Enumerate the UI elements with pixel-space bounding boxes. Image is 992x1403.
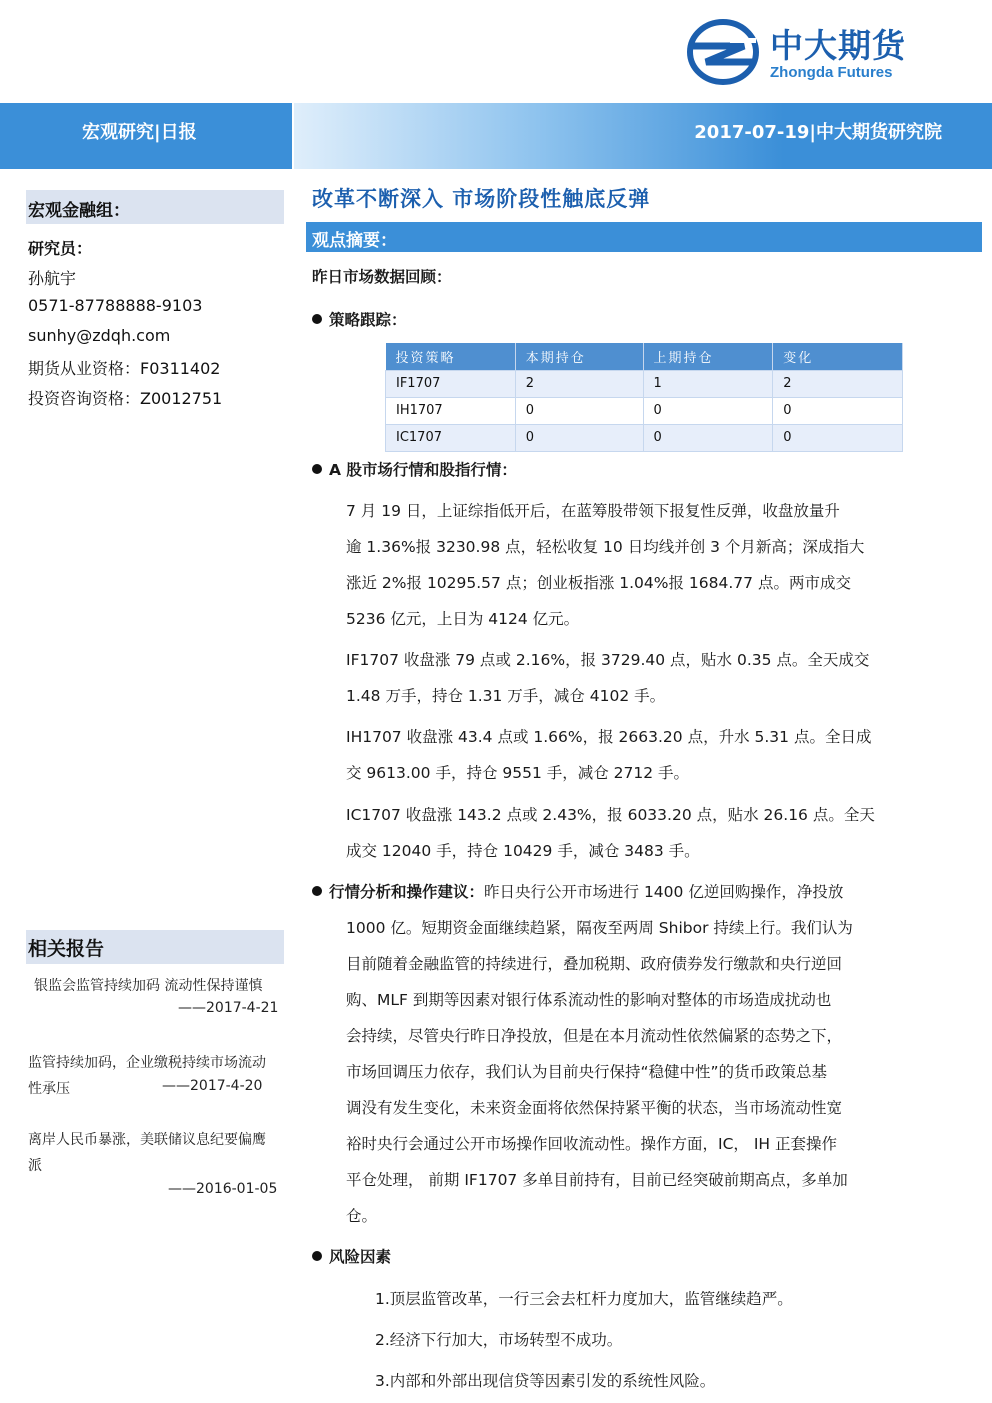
analysis-paragraph-line: 购、MLF 到期等因素对银行体系流动性的影响对整体的市场造成扰动也 <box>346 991 832 1009</box>
market-paragraph-line: IF1707 收盘涨 79 点或 2.16%，报 3729.40 点，贴水 0.35 点。全天成交 <box>346 651 870 669</box>
related-report-title-cont[interactable]: 性承压 <box>28 1081 70 1097</box>
bullet-icon <box>312 464 322 474</box>
table-cell: 0 <box>515 424 643 451</box>
table-cell: 2 <box>773 370 903 397</box>
analysis-paragraph-line: 平仓处理， 前期 IF1707 多单目前持有，目前已经突破前期高点，多单加 <box>346 1171 848 1189</box>
table-cell: 0 <box>773 424 903 451</box>
researcher-label: 研究员： <box>28 239 93 258</box>
market-paragraph-line: 5236 亿元，上日为 4124 亿元。 <box>346 610 580 628</box>
related-report-date: ——2017-4-21 <box>178 1000 279 1016</box>
analysis-heading <box>312 880 843 902</box>
summary-bar <box>306 222 982 252</box>
researcher-email[interactable]: sunhy@zdqh.com <box>28 326 171 345</box>
table-cell: 0 <box>643 397 773 424</box>
risk-item: 2.经济下行加大，市场转型不成功。 <box>375 1331 623 1349</box>
table-cell: 2 <box>515 370 643 397</box>
report-title: 改革不断深入 市场阶段性触底反弹 <box>312 186 651 211</box>
bullet-icon <box>312 886 322 896</box>
table-header-row <box>386 343 903 370</box>
related-reports-title: 相关报告 <box>26 930 284 964</box>
analysis-paragraph-line: 会持续，尽管央行昨日净投放，但是在本月流动性依然偏紧的态势之下， <box>346 1027 843 1045</box>
table-cell: 0 <box>643 424 773 451</box>
table-row <box>386 370 903 397</box>
related-report-title[interactable]: 银监会监管持续加码 流动性保持谨慎 <box>34 978 263 994</box>
analysis-paragraph-line: 裕时央行会通过公开市场操作回收流动性。操作方面，IC， IH 正套操作 <box>346 1135 837 1153</box>
strategy-table <box>385 343 903 452</box>
table-cell: IH1707 <box>386 397 516 424</box>
table-row <box>386 397 903 424</box>
advisory-certificate: 投资咨询资格：Z0012751 <box>28 389 223 408</box>
bullet-icon <box>312 314 322 324</box>
related-report-title[interactable]: 离岸人民币暴涨，美联储议息纪要偏鹰 <box>28 1132 266 1148</box>
column-header: 本期持仓 <box>515 343 643 370</box>
market-heading <box>312 458 517 480</box>
column-header: 变化 <box>773 343 903 370</box>
strategy-label: 策略跟踪： <box>329 311 407 329</box>
report-date-source: 2017-07-19|中大期货研究院 <box>694 122 942 143</box>
related-report-date: ——2016-01-05 <box>168 1181 278 1197</box>
company-logo <box>686 14 946 90</box>
analysis-paragraph-line: 仓。 <box>346 1207 378 1225</box>
market-paragraph-line: 涨近 2%报 10295.57 点；创业板指涨 1.04%报 1684.77 点。两市成交 <box>346 574 851 592</box>
summary-label: 观点摘要： <box>312 231 397 251</box>
analysis-paragraph-line: 目前随着金融监管的持续进行，叠加税期、政府债券发行缴款和央行逆回 <box>346 955 843 973</box>
market-paragraph-line: 交 9613.00 手，持仓 9551 手，减仓 2712 手。 <box>346 764 690 782</box>
strategy-heading <box>312 308 407 330</box>
table-cell: 0 <box>515 397 643 424</box>
market-paragraph-line: 逾 1.36%报 3230.98 点，轻松收复 10 日均线并创 3 个月新高；深成指大 <box>346 538 865 556</box>
report-category: 宏观研究|日报 <box>82 122 197 143</box>
market-paragraph-line: IH1707 收盘涨 43.4 点或 1.66%，报 2663.20 点，升水 5.31 点。全日成 <box>346 728 872 746</box>
zhongda-logo-icon <box>686 18 760 86</box>
market-label: A 股市场行情和股指行情： <box>329 461 517 479</box>
related-report-title[interactable]: 监管持续加码，企业缴税持续市场流动 <box>28 1055 266 1071</box>
table-cell: IF1707 <box>386 370 516 397</box>
futures-certificate: 期货从业资格：F0311402 <box>28 359 221 378</box>
group-title: 宏观金融组： <box>26 190 284 224</box>
market-paragraph-line: IC1707 收盘涨 143.2 点或 2.43%，报 6033.20 点，贴水 26.16 点。全天 <box>346 806 875 824</box>
table-row <box>386 424 903 451</box>
column-header: 上期持仓 <box>643 343 773 370</box>
market-paragraph-line: 成交 12040 手，持仓 10429 手，减仓 3483 手。 <box>346 842 700 860</box>
analysis-paragraph-line: 市场回调压力依存，我们认为目前央行保持“稳健中性”的货币政策总基 <box>346 1063 828 1081</box>
analysis-paragraph-line: 1000 亿。短期资金面继续趋紧，隔夜至两周 Shibor 持续上行。我们认为 <box>346 919 853 937</box>
analysis-paragraph-line: 调没有发生变化，未来资金面将依然保持紧平衡的状态，当市场流动性宽 <box>346 1099 843 1117</box>
related-report-title-cont[interactable]: 派 <box>28 1158 42 1174</box>
table-cell: 1 <box>643 370 773 397</box>
market-paragraph-line: 7 月 19 日，上证综指低开后，在蓝筹股带领下报复性反弹，收盘放量升 <box>346 502 840 520</box>
risk-item: 1.顶层监管改革，一行三会去杠杆力度加大，监管继续趋严。 <box>375 1290 793 1308</box>
review-label: 昨日市场数据回顾： <box>312 268 452 286</box>
table-cell: 0 <box>773 397 903 424</box>
market-paragraph-line: 1.48 万手，持仓 1.31 万手，减仓 4102 手。 <box>346 687 666 705</box>
analysis-label: 行情分析和操作建议： <box>329 883 485 901</box>
risk-label: 风险因素 <box>329 1248 392 1266</box>
column-header: 投资策略 <box>386 343 516 370</box>
risk-item: 3.内部和外部出现信贷等因素引发的系统性风险。 <box>375 1372 716 1390</box>
analysis-first-line: 昨日央行公开市场进行 1400 亿逆回购操作，净投放 <box>484 883 844 901</box>
risk-heading <box>312 1245 391 1267</box>
logo-name-cn: 中大期货 <box>770 26 906 65</box>
related-report-date: ——2017-4-20 <box>162 1078 263 1094</box>
researcher-name: 孙航宇 <box>28 269 77 288</box>
table-cell: IC1707 <box>386 424 516 451</box>
bullet-icon <box>312 1251 322 1261</box>
logo-name-en: Zhongda Futures <box>770 64 893 81</box>
researcher-phone: 0571-87788888-9103 <box>28 296 203 315</box>
